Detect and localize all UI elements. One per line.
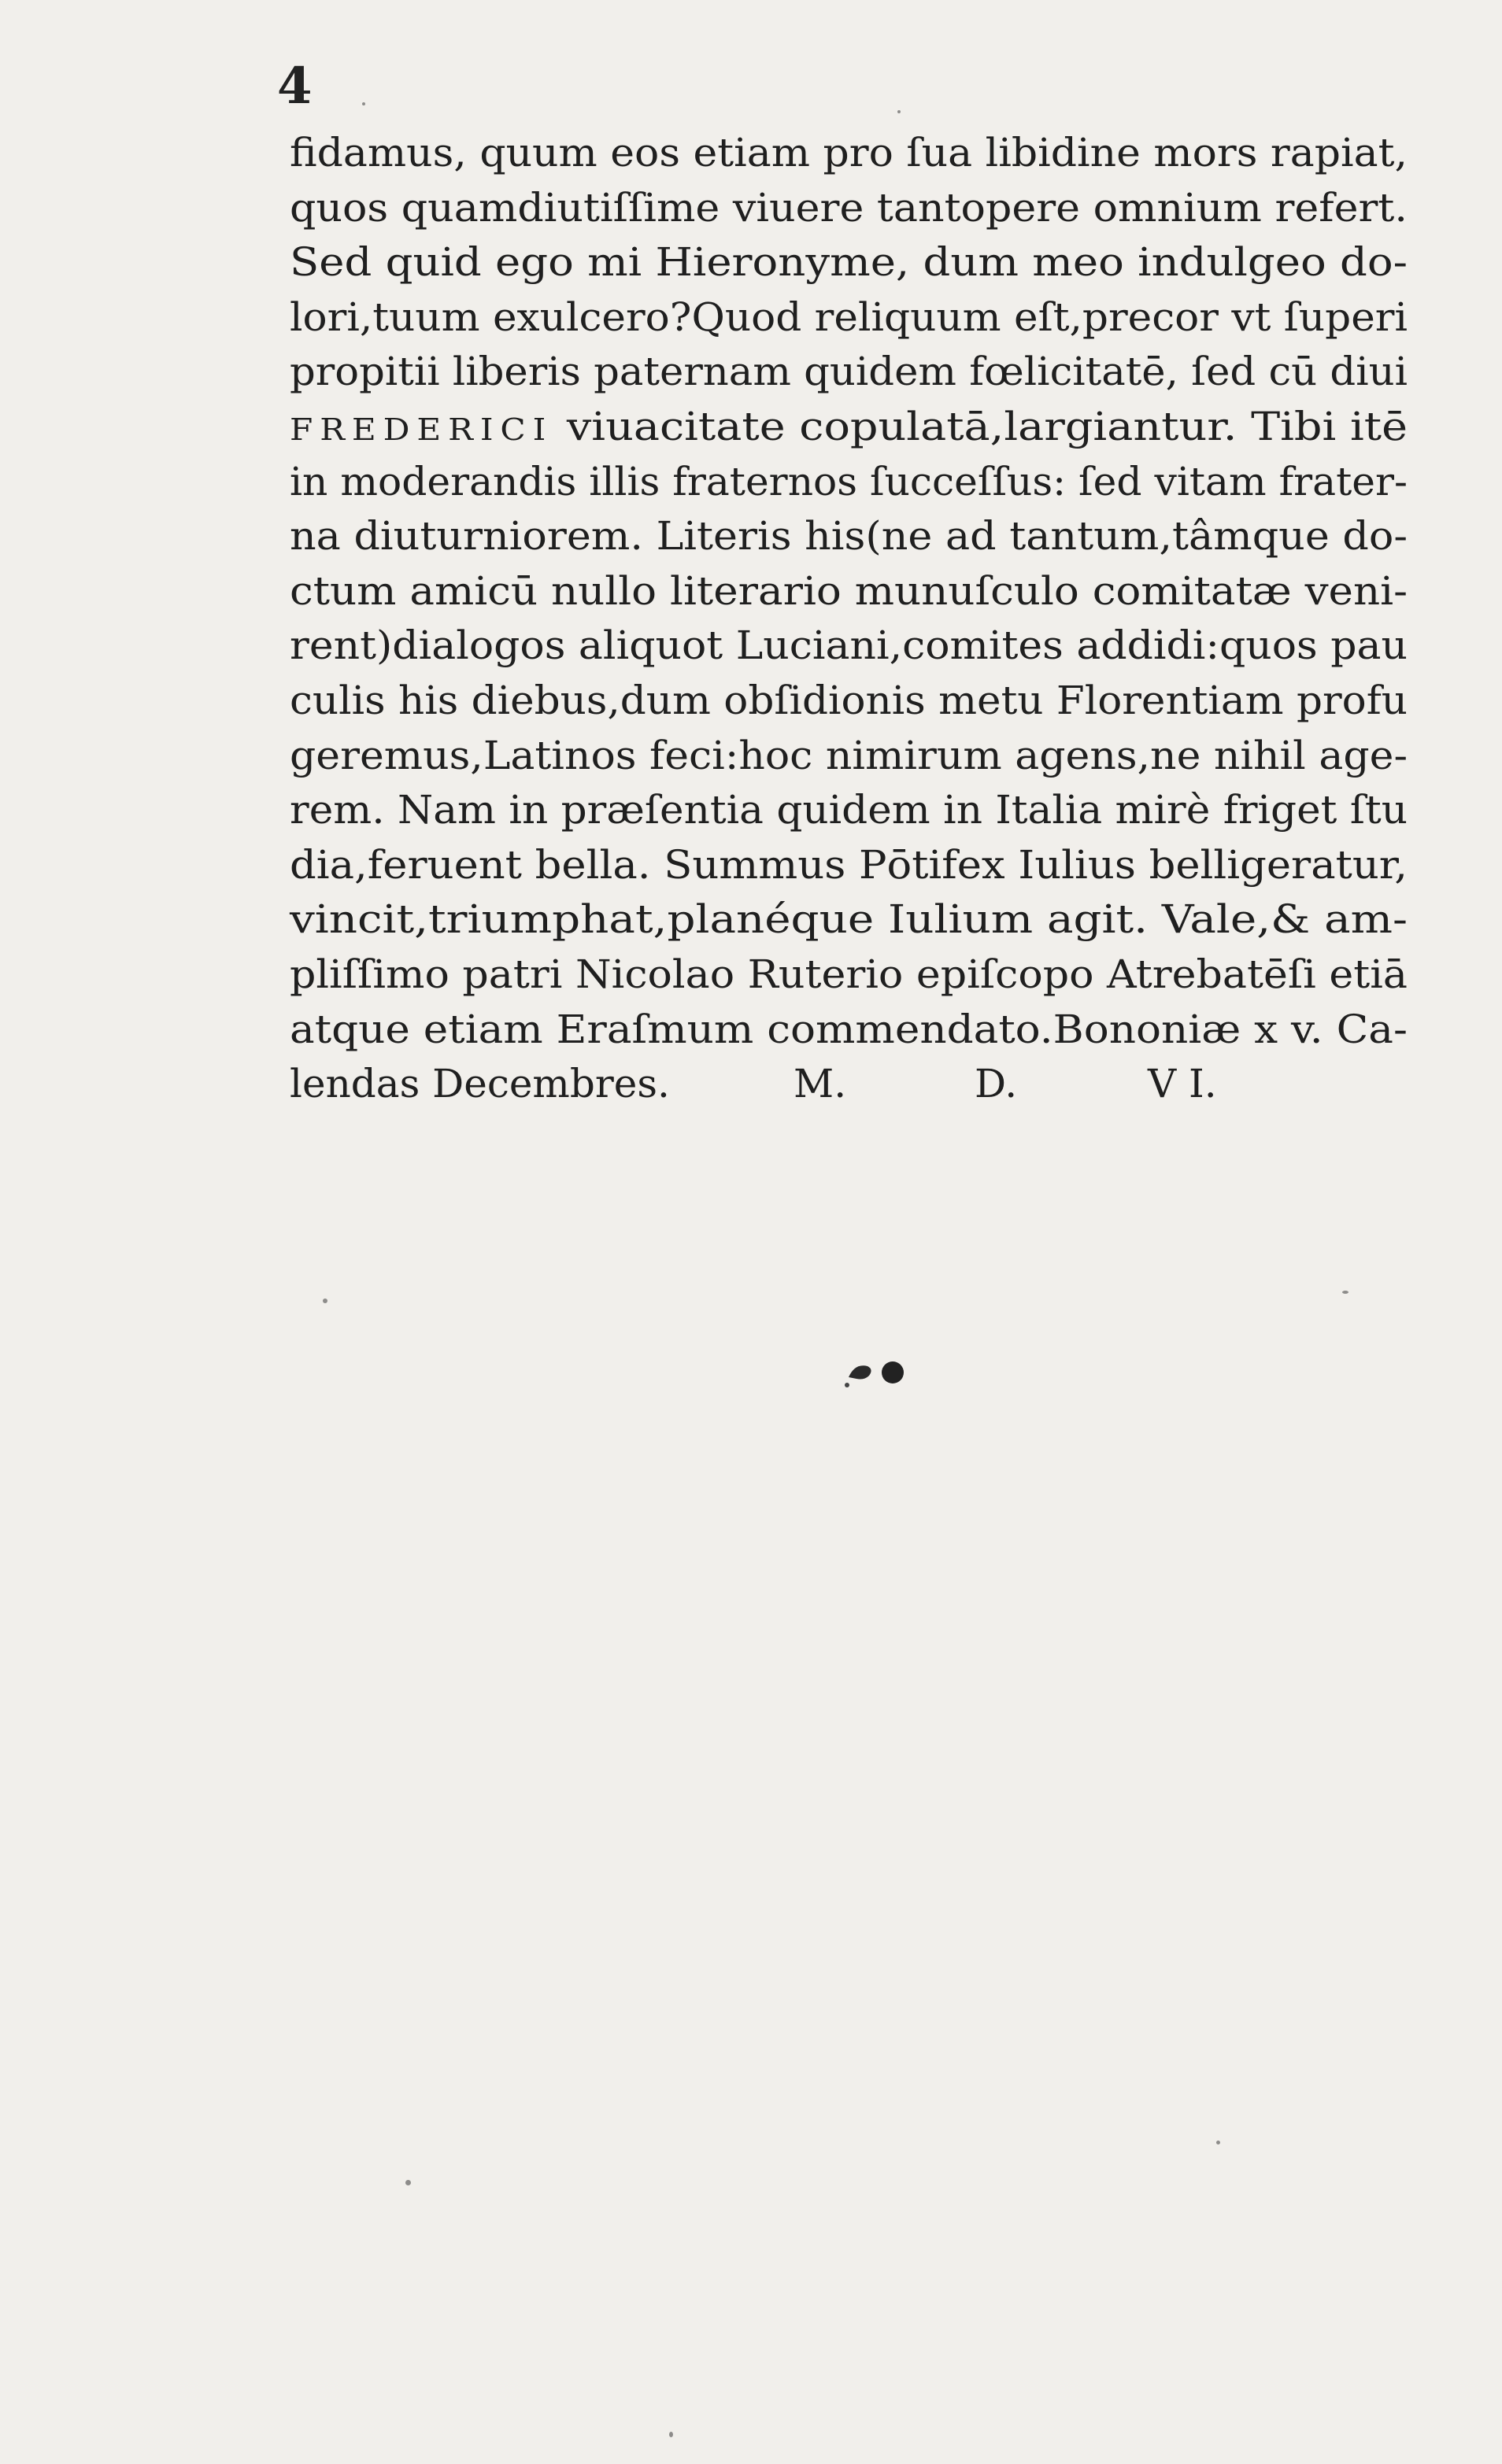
text-line-13 <box>290 783 1408 838</box>
text-line-10-content: rent)dialogos aliquot Luciani,comites addidi:quos pau <box>290 622 1408 669</box>
text-line-6 <box>290 400 1408 455</box>
text-line-7 <box>290 455 1408 510</box>
text-line-15-content: vincit,triumphat,planéque Iulium agit. Vale,& am- <box>290 896 1408 943</box>
text-line-12 <box>290 729 1408 784</box>
text-line-2 <box>290 181 1408 236</box>
text-line-4-content: lori,tuum exulcero?Quod reliquum eſt,precor vt ſuperi <box>290 294 1408 340</box>
paper-speck <box>1342 1291 1348 1294</box>
letter-body <box>290 126 1408 1112</box>
text-line-4 <box>290 290 1408 345</box>
text-line-1-content: fidamus, quum eos etiam pro ſua libidine mors rapiat, <box>290 130 1408 175</box>
date-d: D. <box>975 1061 1018 1107</box>
text-line-3 <box>290 235 1408 290</box>
text-line-12-content: geremus,Latinos feci:hoc nimirum agens,ne nihil age- <box>290 732 1408 778</box>
date-vi: V I. <box>1148 1061 1217 1107</box>
text-line-17-content: atque etiam Eraſmum commendato.Bononiæ x v. Ca- <box>290 1006 1408 1052</box>
text-line-17 <box>290 1003 1408 1058</box>
text-line-8 <box>290 509 1408 564</box>
text-line-5-content: propitii liberis paternam quidem fœlicitatē, ſed cū diui <box>290 349 1408 395</box>
paper-speck <box>1216 2141 1220 2144</box>
text-line-13-content: rem. Nam in præſentia quidem in Italia mirè friget ſtu <box>290 787 1408 833</box>
text-line-14-content: dia,feruent bella. Summus Pōtifex Iulius belligeratur, <box>290 841 1408 888</box>
paper-speck <box>323 1298 327 1303</box>
date-m: M. <box>794 1061 847 1107</box>
text-line-6-content <box>290 400 1408 458</box>
text-line-3-content: Sed quid ego mi Hieronyme, dum meo indulgeo do- <box>290 239 1408 286</box>
text-line-16 <box>290 948 1408 1003</box>
frederici-smallcaps: FREDERICI <box>290 412 553 447</box>
text-line-18-content <box>290 1057 1217 1112</box>
text-line-5 <box>290 345 1408 400</box>
text-line-15 <box>290 892 1408 948</box>
text-line-10 <box>290 619 1408 674</box>
text-line-11 <box>290 674 1408 729</box>
text-line-1 <box>290 126 1408 181</box>
printer-ornament-icon <box>833 1346 919 1393</box>
text-line-16-content: pliſſimo patri Nicolao Ruterio epiſcopo Atrebatēſi etiā <box>290 951 1408 997</box>
text-line-7-content: in moderandis illis fraternos ſucceſſus: ſed vitam frater- <box>290 458 1408 504</box>
closing-date-text: lendas Decembres. <box>290 1061 670 1107</box>
text-line-18 <box>290 1057 1408 1112</box>
text-line-9-content: ctum amicū nullo literario munuſculo comitatæ veni- <box>290 567 1408 614</box>
text-line-11-content: culis his diebus,dum obſidionis metu Florentiam profu <box>290 677 1408 723</box>
text-line-8-content: na diuturniorem. Literis his(ne ad tantum,tâmque do- <box>290 513 1408 560</box>
paper-speck <box>405 2180 411 2185</box>
text-line-9 <box>290 564 1408 619</box>
page-number: 4 <box>277 57 313 116</box>
text-line-14 <box>290 838 1408 893</box>
paper-speck <box>897 110 901 113</box>
paper-speck <box>669 2432 673 2437</box>
text-line-6-rest: viuacitate copulatā,largiantur. Tibi itē <box>566 403 1408 449</box>
paper-speck <box>362 102 365 105</box>
text-line-2-content: quos quamdiutiſſime viuere tantopere omnium refert. <box>290 184 1408 231</box>
